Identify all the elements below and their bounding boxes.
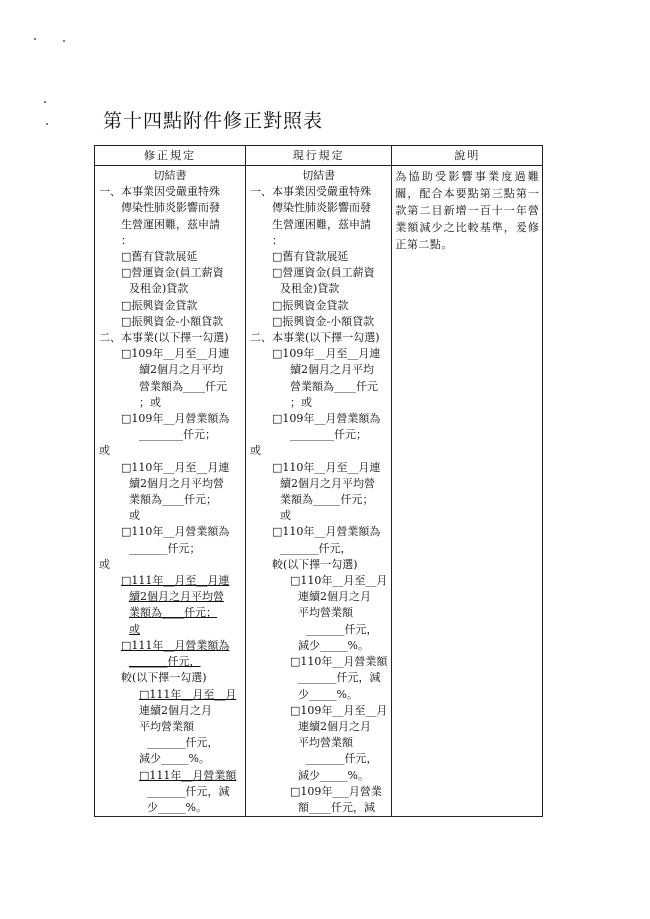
explanation-text: 為協助受影響事業度過難關，配合本要點第三點第一款第二目新增一百十一年營業額減少之比較基準，爰修正第二點。: [395, 170, 540, 251]
amended-line: 傳染性肺炎影響而發: [121, 201, 220, 215]
amended-line: 及租金)貸款: [129, 282, 189, 296]
amended-line: □振興資金-小額貸款: [121, 314, 224, 328]
explanation-cell: [392, 166, 543, 817]
amended-line: 較(以下擇一勾選): [121, 671, 207, 685]
header-current: 現行規定: [246, 146, 392, 166]
current-line: 業額為_____仟元；: [280, 493, 374, 507]
amended-cell: [95, 166, 246, 817]
current-line: 較(以下擇一勾選): [272, 557, 358, 571]
amended-line: 或: [99, 557, 110, 571]
current-line: 或: [250, 444, 261, 458]
current-line: □110年__月至__月: [290, 574, 388, 588]
amended-line: 續2個月之月平均: [139, 363, 223, 377]
current-line: 平均營業額: [298, 606, 353, 620]
amended-line: □110年__月營業額為: [121, 525, 230, 539]
amended-line: 切結書: [153, 169, 187, 182]
current-line: ：: [272, 233, 283, 247]
current-line: ________仟元；: [290, 428, 367, 442]
current-line: _______仟元，: [306, 752, 378, 766]
current-line: 額____仟元，減: [298, 800, 375, 814]
current-line: 及租金)貸款: [280, 282, 340, 296]
amended-line: ；或: [139, 395, 161, 409]
amended-text: [95, 166, 245, 816]
amended-line: 生營運困難，茲申請: [121, 217, 220, 231]
current-line: _______仟元，減: [298, 671, 381, 685]
amended-line: 業額為____仟元；: [129, 493, 217, 507]
scan-speck: [46, 123, 48, 125]
amended-line: _______仟元，: [147, 736, 219, 750]
current-line: 切結書: [302, 169, 336, 182]
amended-line: □營運資金(員工薪資: [121, 266, 224, 280]
header-amended: 修正規定: [95, 146, 246, 166]
current-cell: [246, 166, 392, 817]
amended-line: □109年__月營業額為: [121, 412, 230, 426]
current-line: □舊有貸款展延: [272, 250, 349, 264]
current-line: □振興資金貸款: [272, 298, 349, 312]
amended-line: 續2個月之月平均營: [129, 476, 224, 490]
amended-line: □110年__月至__月連: [121, 460, 230, 474]
current-line: 減少_____%。: [298, 768, 369, 782]
amended-line: _______仟元，減: [147, 784, 230, 798]
current-line: □109年__月至__月連: [272, 347, 381, 361]
current-line: 或: [280, 509, 291, 523]
table-body-row: [95, 166, 543, 817]
amended-line: ：: [121, 233, 132, 247]
amended-line: 平均營業額: [139, 719, 194, 733]
amended-line: _______仟元，: [129, 655, 201, 669]
current-line: □振興資金-小額貸款: [272, 314, 375, 328]
header-explanation: 說明: [392, 146, 543, 166]
amended-line: 少_____%。: [147, 800, 207, 814]
current-line: □110年__月營業額為: [272, 525, 381, 539]
current-line: ；或: [290, 395, 312, 409]
scan-speck: [44, 101, 46, 103]
amended-line: 續2個月之月平均營: [129, 590, 224, 604]
amended-line: _______仟元；: [129, 541, 201, 555]
current-line: 平均營業額: [298, 736, 353, 750]
amended-line: 或: [129, 509, 140, 523]
current-line: 二、本事業(以下擇一勾選): [250, 331, 380, 345]
amended-line: ________仟元；: [139, 428, 216, 442]
page-title: 第十四點附件修正對照表: [103, 110, 324, 132]
amended-line: 或: [129, 622, 140, 636]
current-line: 連續2個月之月: [298, 590, 371, 604]
current-line: 續2個月之月平均: [290, 363, 374, 377]
current-line: 續2個月之月平均營: [280, 476, 375, 490]
amended-line: □111年__月營業額為: [121, 638, 230, 652]
amended-line: 二、本事業(以下擇一勾選): [99, 331, 229, 345]
amended-line: 減少_____%。: [139, 752, 210, 766]
current-line: □109年__月至__月: [290, 703, 388, 717]
amended-line: 一、本事業因受嚴重特殊: [99, 185, 220, 199]
current-line: □110年__月營業額: [290, 655, 388, 669]
amended-line: 營業額為____仟元: [139, 379, 227, 393]
amended-line: □109年__月至__月連: [121, 347, 230, 361]
current-line: 一、本事業因受嚴重特殊: [250, 185, 371, 199]
amended-line: □振興資金貸款: [121, 298, 198, 312]
amended-line: 或: [99, 444, 110, 458]
amended-line: 連續2個月之月: [139, 703, 212, 717]
scan-speck: [34, 38, 36, 40]
current-line: 傳染性肺炎影響而發: [272, 201, 371, 215]
current-line: 營業額為____仟元: [290, 379, 378, 393]
current-line: 連續2個月之月: [298, 719, 371, 733]
current-line: 減少_____%。: [298, 638, 369, 652]
table-header-row: [95, 146, 543, 166]
current-line: 少_____%。: [298, 687, 358, 701]
amended-line: □舊有貸款展延: [121, 250, 198, 264]
amended-line: □111年__月至__月連: [121, 574, 230, 588]
scan-speck: [63, 40, 65, 42]
current-line: □109年__月營業額為: [272, 412, 381, 426]
current-line: _______仟元，: [306, 622, 378, 636]
current-line: □110年__月至__月連: [272, 460, 381, 474]
amended-line: □111年__月營業額: [139, 768, 237, 782]
current-line: □109年___月營業: [290, 784, 382, 798]
current-text: [246, 166, 391, 816]
comparison-table: [94, 145, 543, 817]
current-line: □營運資金(員工薪資: [272, 266, 375, 280]
current-line: 生營運困難，茲申請: [272, 217, 371, 231]
amended-line: □111年__月至__月: [139, 687, 237, 701]
amended-line: 業額為____仟元；: [129, 606, 217, 620]
current-line: _______仟元，: [280, 541, 352, 555]
